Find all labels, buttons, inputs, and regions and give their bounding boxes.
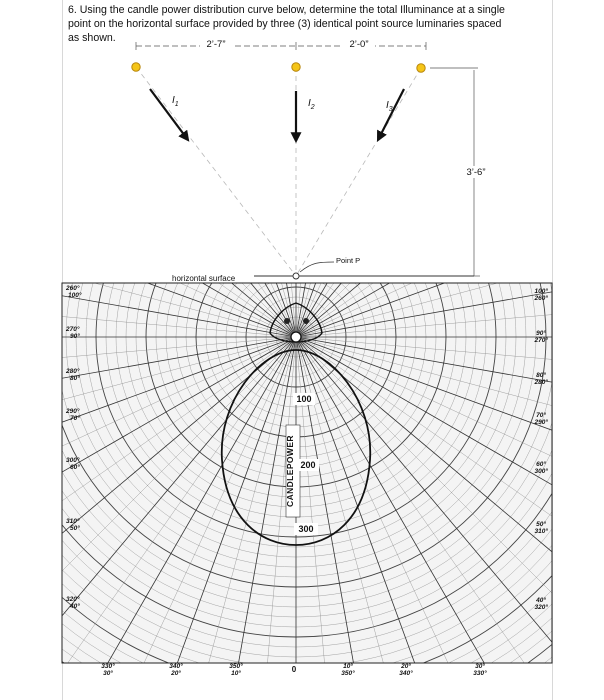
sight-lines <box>136 67 421 276</box>
left-angle-310: 310° <box>66 518 80 525</box>
bottom-angle-340-right: 340° <box>399 670 413 677</box>
luminaire-1 <box>132 63 140 71</box>
bottom-angle-30-right: 30° <box>475 663 485 670</box>
spacing-left-label: 2’-7” <box>206 39 226 50</box>
bottom-angle-20: 20° <box>171 670 181 677</box>
left-angle-290: 290° <box>66 408 80 415</box>
question-line-1: 6. Using the candle power distribution curve below, determine the total Illuminance at a single <box>68 4 505 16</box>
luminaire-layout <box>132 38 491 283</box>
right-angle-100: 100° <box>534 288 548 295</box>
luminaire-2-icon <box>292 63 300 71</box>
height-label: 3’-6” <box>466 167 486 178</box>
left-angle-50: 50° <box>70 525 80 532</box>
bottom-angle-10-right: 10° <box>343 663 353 670</box>
right-angle-270: 270° <box>534 337 548 344</box>
right-angle-80: 80° <box>536 372 546 379</box>
left-angle-40: 40° <box>70 603 80 610</box>
right-angle-40: 40° <box>536 597 546 604</box>
intensity-arrow-1 <box>150 89 188 140</box>
right-angle-60: 60° <box>536 461 546 468</box>
left-angle-300: 300° <box>66 457 80 464</box>
bottom-angle-0: 0 <box>291 665 297 674</box>
right-angle-300: 300° <box>534 468 548 475</box>
bottom-angle-350-right: 350° <box>341 670 355 677</box>
luminaire-3-icon <box>417 64 425 72</box>
left-angle-60: 60° <box>70 464 80 471</box>
question-line-3: as shown. <box>68 32 116 44</box>
point-p-marker <box>293 273 299 279</box>
radial-tick-300: 300 <box>298 524 314 534</box>
radial-tick-200: 200 <box>300 460 316 470</box>
sight-line-3 <box>296 68 421 276</box>
point-p-leader <box>300 262 334 272</box>
radial-tick-100: 100 <box>296 394 312 404</box>
spacing-dimension <box>136 42 426 50</box>
bottom-angle-labels <box>101 662 487 677</box>
left-angle-90: 90° <box>70 333 80 340</box>
luminaire-1-icon <box>132 63 140 71</box>
left-angle-80: 80° <box>70 375 80 382</box>
right-angle-320: 320° <box>534 604 548 611</box>
bottom-angle-10: 10° <box>231 670 241 677</box>
spacing-right-label: 2’-0” <box>349 39 369 50</box>
bottom-angle-330-right: 330° <box>473 670 487 677</box>
source-mark-icon <box>284 318 290 324</box>
right-angle-290: 290° <box>534 419 548 426</box>
bottom-angle-30: 30° <box>103 670 113 677</box>
source-mark-icon <box>303 318 309 324</box>
left-angle-280: 280° <box>66 368 80 375</box>
point-p-label: Point P <box>336 256 361 265</box>
luminaire-2 <box>292 63 300 71</box>
left-angle-270: 270° <box>66 326 80 333</box>
source-center-icon <box>291 332 301 342</box>
left-angle-70: 70° <box>70 415 80 422</box>
intensity-label-2: $I_2$ <box>308 98 315 111</box>
bottom-angle-20-right: 20° <box>401 663 411 670</box>
right-angle-260: 260° <box>534 295 548 302</box>
intensity-label-3: $I_3$ <box>386 100 393 113</box>
right-angle-50: 50° <box>536 521 546 528</box>
horizontal-surface-label: horizontal surface <box>172 274 236 283</box>
right-angle-70: 70° <box>536 412 546 419</box>
right-angle-280: 280° <box>534 379 548 386</box>
intensity-label-1: $I_1$ <box>172 95 179 108</box>
bottom-angle-350: 350° <box>229 663 243 670</box>
right-angle-310: 310° <box>534 528 548 535</box>
bottom-angle-330: 330° <box>101 663 115 670</box>
right-angle-90: 90° <box>536 330 546 337</box>
left-angle-260: 260° <box>66 285 80 292</box>
left-angle-100: 100° <box>68 292 82 299</box>
bottom-angle-340: 340° <box>169 663 183 670</box>
candlepower-label: CANDLEPOWER <box>285 435 295 507</box>
sight-line-1 <box>136 67 296 276</box>
intensity-arrow-3 <box>378 89 404 140</box>
luminaire-3 <box>417 64 425 72</box>
left-angle-320: 320° <box>66 596 80 603</box>
question-line-2: point on the horizontal surface provided by three (3) identical point source luminaries spaced <box>68 18 502 30</box>
